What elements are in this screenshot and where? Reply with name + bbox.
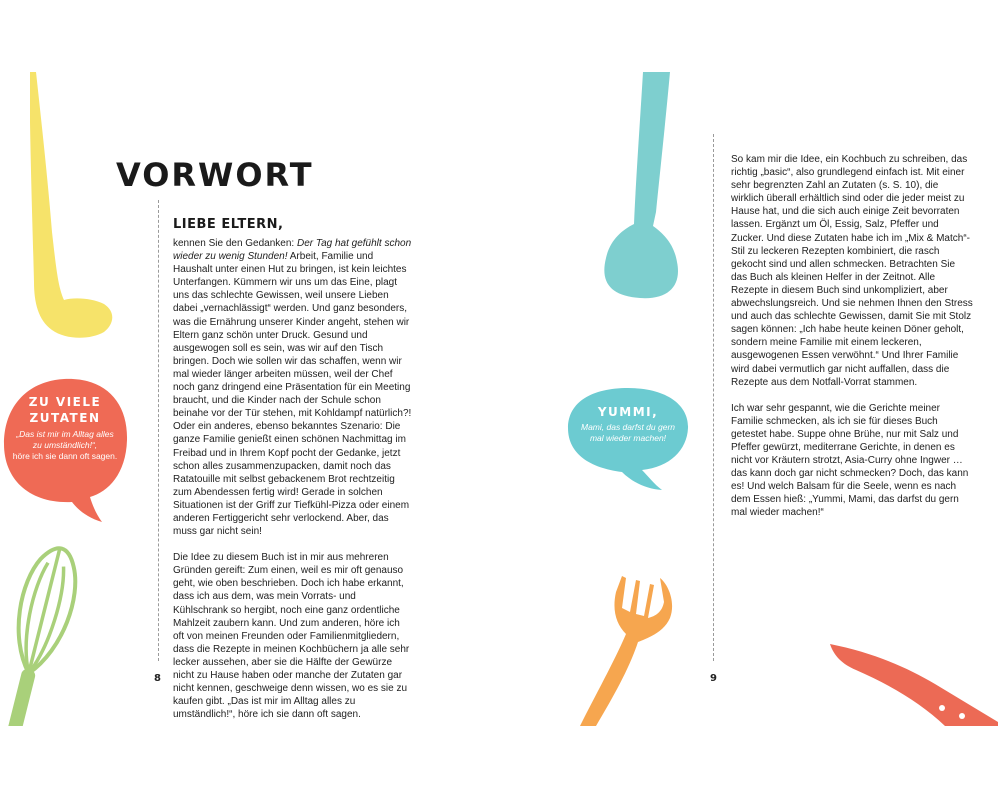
- page-number-left: 8: [154, 673, 161, 684]
- bubble-red-caption: höre ich sie dann oft sagen.: [12, 451, 118, 461]
- bubble-teal-content: [574, 404, 682, 444]
- ladle-icon: [30, 72, 112, 338]
- section-subheading: LIEBE ELTERN,: [173, 217, 284, 232]
- bubble-teal-title: YUMMI,: [597, 405, 659, 419]
- right-dashed-rule: [713, 134, 714, 661]
- left-paragraph-1: kennen Sie den Gedanken: Der Tag hat gefühlt schon wieder zu wenig Stunden! Arbeit, Familie und Haushalt unter einen Hut zu bringen, ist kein leichtes Unterfangen. Kümmern wir uns um das Eine, plagt uns das schlechte Gewissen, weil unsere Lieben dabei „vernachlässigt“ werden. Und ganz besonders, was die Ernährung unserer Kinder angeht, stehen wir Eltern ganz schön unter Druck. Gesund und ausgewogen soll es sein, was wir auf den Tisch bringen. Doch wie sollen wir das schaffen, wenn wir mal wieder länger arbeiten müssen, weil der Chef noch ganz dringend eine Präsentation für ein Meeting braucht, und die Kinder nach der Schule schon beinahe vor der Tür stehen, mit Kohldampf natürlich?! Oder ein anderes, ebenso bekanntes Szenario: Die ganze Familie genießt einen schönen Nachmittag im Freibad und in Ihrem Kopf pocht der Gedanke, jetzt schon alles zusammenzupacken, damit noch das Ratatouille mit selbst gebackenem Brot rechtzeitig zum Abendessen fertig wird! Gerade in solchen Situationen ist der Griff zur Tiefkühl-Pizza oder einem anderen Fertiggericht sehr verlockend. Aber, das muss gar nicht sein!: [173, 238, 412, 538]
- page-number-right: 9: [710, 673, 717, 684]
- right-paragraph-1: So kam mir die Idee, ein Kochbuch zu schreiben, das richtig „basic“, also grundlegend einfach ist. Mit einer sehr begrenzten Zahl an Zutaten (s. S. 10), die wirklich überall erhältlich sind oder die jeder meist zu Hause hat, und die sich auch einige Zeit bevorraten lassen. Ergänzt um Öl, Essig, Salz, Pfeffer und Zucker. Und diese Zutaten habe ich im „Mix & Match“-Stil zu leckeren Rezepten kombiniert, die rasch gekocht sind und allen schmecken. Betrachten Sie das Buch als kleinen Helfer in der Zeitnot. Alle Rezepte in diesem Buch sind unkompliziert, aber abwechslungsreich. Und sie nehmen Ihnen den Stress und auch das schlechte Gewissen, damit Sie mit Stolz sagen können: „Ich habe heute keinen Döner geholt, sondern meine Familie mit einem leckeren, ausgewogenen Essen verwöhnt.“ Und Ihrer Familie wird dabei vermutlich gar nicht auffallen, dass die Rezepte aus dem Notfall-Vorrat stammen.: [731, 154, 973, 388]
- whisk-icon: [0, 542, 85, 726]
- bubble-red-content: [12, 394, 118, 462]
- spatula-icon: [604, 72, 678, 298]
- bubble-red-quote: „Das ist mir im Alltag alles zu umständlich!“,: [16, 429, 114, 450]
- bubble-red-title-1: ZU VIELE: [28, 395, 102, 409]
- right-paragraph-2: Ich war sehr gespannt, wie die Gerichte meiner Familie schmecken, als ich sie für dieses Buch getestet habe. Suppe ohne Brühe, nur mit Salz und Pfeffer gewürzt, mediterrane Gerichte, in denen es nicht vor Kräutern strotzt, Asia-Curry ohne Ingwer … das kann doch gar nicht schmecken? Doch, das kann es! Und welch Balsam für die Seele, wenn es nach dem Essen hieß: „Yummi, Mami, das darfst du gern mal wieder machen!“: [731, 402, 969, 519]
- fork-icon: [580, 576, 672, 726]
- left-dashed-rule: [158, 200, 159, 661]
- left-paragraph-2: Die Idee zu diesem Buch ist in mir aus mehreren Gründen gereift: Zum einen, weil es mir oft genauso geht, wie oben beschrieben. Doch ich habe erkannt, dass ich aus dem, was mein Vorrats- und Kühlschrank so hergibt, noch eine ganz ordentliche Mahlzeit zaubern kann. Und zum anderen, höre ich oft von meinen Freunden oder Familienmitgliedern, dass die Rezepte in meinen Kochbüchern ja alle sehr lecker aussehen, aber sie die Hälfte der Gewürze nicht zu Hause haben oder manche der Zutaten gar nicht kennen, geschweige denn wissen, wo es sie zu kaufen gibt. „Das ist mir im Alltag alles zu umständlich!“, höre ich sie dann oft sagen.: [173, 552, 410, 721]
- bubble-red-title-2: ZUTATEN: [29, 411, 101, 425]
- knife-icon: [830, 644, 998, 726]
- right-text-column: [731, 153, 973, 520]
- page-title: VORWORT: [116, 156, 314, 194]
- left-text-column: [173, 237, 413, 721]
- bubble-teal-quote: Mami, das darfst du gern mal wieder machen!: [580, 422, 675, 443]
- book-spread: [0, 72, 1000, 726]
